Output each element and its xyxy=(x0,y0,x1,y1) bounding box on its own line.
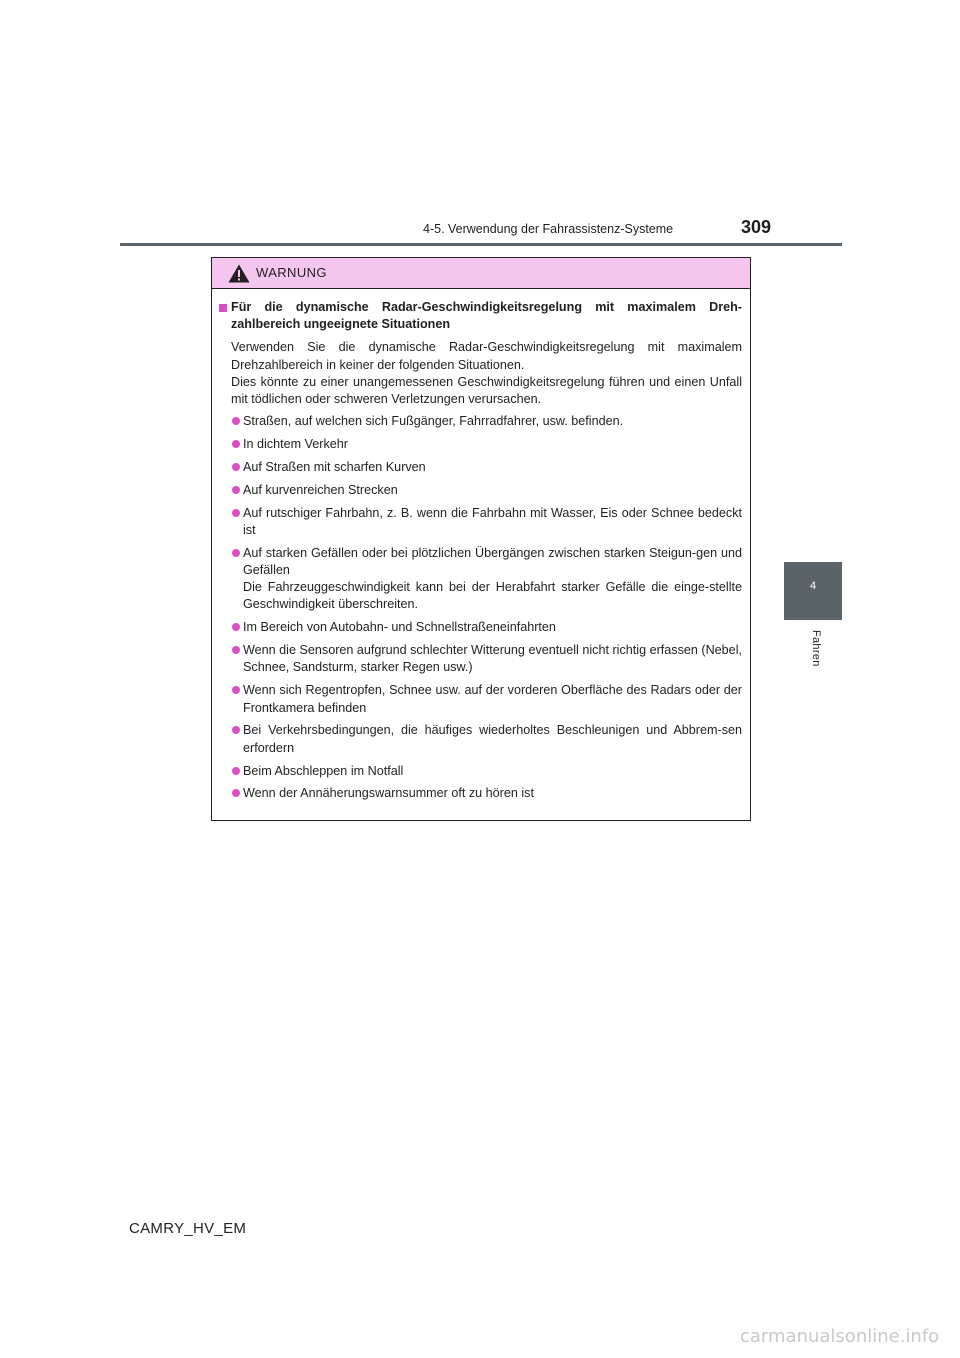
list-item xyxy=(219,505,742,539)
list-item-text: Auf starken Gefällen oder bei plötzlichen Übergängen zwischen starken Steigun-gen und Gefällen xyxy=(243,545,742,578)
header-divider xyxy=(120,243,842,246)
round-bullet-icon xyxy=(232,623,240,631)
warning-header xyxy=(212,258,750,289)
round-bullet-icon xyxy=(232,789,240,797)
square-bullet-icon xyxy=(219,304,227,312)
page-number: 309 xyxy=(741,217,772,237)
intro-line: Verwenden Sie die dynamische Radar-Geschwindigkeitsregelung mit maximalem Drehzahlbereich in keiner der folgenden Situationen. xyxy=(231,340,742,372)
warning-subheading xyxy=(219,299,742,333)
warning-box xyxy=(211,257,751,821)
list-item xyxy=(219,482,742,499)
situation-list xyxy=(219,413,742,802)
list-item-text: Wenn die Sensoren aufgrund schlechter Witterung eventuell nicht richtig erfassen (Nebel, Schnee, Sandsturm, starker Regen usw.) xyxy=(243,643,742,675)
list-item-text: Auf Straßen mit scharfen Kurven xyxy=(243,460,426,474)
warning-triangle-icon xyxy=(228,264,250,283)
warning-title: WARNUNG xyxy=(256,265,327,280)
list-item xyxy=(219,459,742,476)
list-item xyxy=(219,722,742,756)
list-item xyxy=(219,763,742,780)
intro-paragraph xyxy=(219,339,742,408)
round-bullet-icon xyxy=(232,463,240,471)
list-item xyxy=(219,413,742,430)
list-item-text: Auf kurvenreichen Strecken xyxy=(243,482,398,497)
watermark: carmanualsonline.info xyxy=(740,1326,940,1347)
chapter-label: Fahren xyxy=(810,630,822,667)
round-bullet-icon xyxy=(232,486,240,494)
round-bullet-icon xyxy=(232,549,240,557)
round-bullet-icon xyxy=(232,726,240,734)
list-item-text: Wenn der Annäherungswarnsummer oft zu hören ist xyxy=(243,786,534,801)
chapter-tab xyxy=(784,562,842,620)
section-title: 4-5. Verwendung der Fahrassistenz-Systeme xyxy=(423,222,674,236)
list-item xyxy=(219,785,742,802)
round-bullet-icon xyxy=(232,767,240,775)
round-bullet-icon xyxy=(232,509,240,517)
list-item xyxy=(219,545,742,614)
intro-line: Dies könnte zu einer unangemessenen Geschwindigkeitsregelung führen und einen Unfall mit tödlichen oder schweren Verletzungen verursachen. xyxy=(231,374,742,407)
list-item-text: Beim Abschleppen im Notfall xyxy=(243,763,404,778)
warning-body xyxy=(212,289,750,803)
model-code: CAMRY_HV_EM xyxy=(129,1220,247,1237)
round-bullet-icon xyxy=(232,686,240,694)
chapter-number: 4 xyxy=(809,580,817,592)
list-item-text: Wenn sich Regentropfen, Schnee usw. auf der vorderen Oberfläche des Radars oder der Frontkamera befinden xyxy=(243,683,742,715)
list-item-text: In dichtem Verkehr xyxy=(243,437,348,452)
list-item-text: Bei Verkehrsbedingungen, die häufiges wiederholtes Beschleunigen und Abbrem-sen erfordern xyxy=(243,723,742,755)
subheading-text: Für die dynamische Radar-Geschwindigkeitsregelung mit maximalem Dreh-zahlbereich ungeeignete Situationen xyxy=(231,300,742,332)
round-bullet-icon xyxy=(232,646,240,654)
list-item-text: Straßen, auf welchen sich Fußgänger, Fahrradfahrer, usw. befinden. xyxy=(243,414,624,429)
list-item-text: Auf rutschiger Fahrbahn, z. B. wenn die Fahrbahn mit Wasser, Eis oder Schnee bedeckt ist xyxy=(243,505,742,537)
round-bullet-icon xyxy=(232,417,240,425)
list-item xyxy=(219,682,742,716)
list-item xyxy=(219,642,742,676)
list-item xyxy=(219,436,742,453)
round-bullet-icon xyxy=(232,440,240,448)
list-item-text: Die Fahrzeuggeschwindigkeit kann bei der Herabfahrt starker Gefälle die einge-stellte Geschwindigkeit überschreiten. xyxy=(243,580,742,612)
list-item-text: Im Bereich von Autobahn- und Schnellstraßeneinfahrten xyxy=(243,620,556,635)
list-item xyxy=(219,619,742,636)
